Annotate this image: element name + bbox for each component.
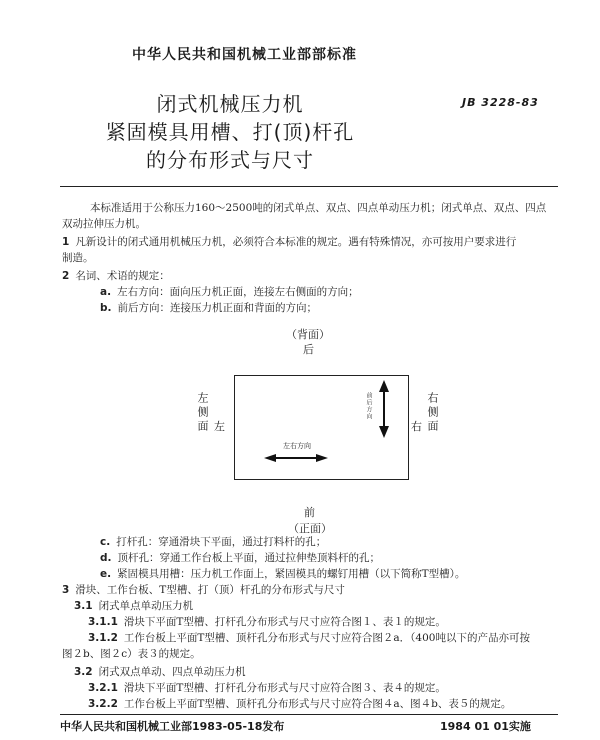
item-1-line-2: 制造。 [62,252,94,264]
item-2e [100,566,465,582]
item-3-1-2-line-2: 图２b、图２c）表３的规定。 [62,648,201,660]
intro-line-1: 本标准适用于公称压力160～2500吨的闭式单点、双点、四点单动压力机；闭式单点、双点、四点 [90,202,547,214]
item-2c-text: 打杆孔：穿通滑块下平面，通过打料杆的孔； [116,536,327,548]
item-3-2-number: 3.2 [74,666,93,678]
item-3-2 [74,664,246,680]
header-divider [60,186,558,187]
diagram-back-label: 后 [303,343,314,356]
item-3-1 [74,598,193,614]
item-3-1-1-text: 滑块下平面T型槽、打杆孔分布形式与尺寸应符合图１、表１的规定。 [123,616,446,628]
diagram-left-side-label: 左侧面 [196,392,209,434]
item-3-2-2 [88,696,511,712]
diagram-left-label: 左 [214,420,225,433]
standard-code: JB 3228-83 [462,96,539,109]
item-2 [62,268,170,284]
lr-arrow-head-right [316,454,328,462]
item-2b-text: 前后方向：连接压力机正面和背面的方向； [117,302,318,314]
diagram-right-side-label: 右侧面 [426,392,439,434]
item-2e-text: 紧固模具用槽：压力机工作面上，紧固模具的螺钉用槽（以下简称T型槽）。 [117,568,466,580]
intro-line-2: 双动拉伸压力机。 [62,218,146,230]
item-3-1-1 [88,614,446,630]
ministry-header: 中华人民共和国机械工业部部标准 [132,47,357,63]
fb-direction-label: 前后方向 [365,392,372,420]
item-2d-label: d. [100,552,112,564]
diagram-front-label: 前 [304,506,315,519]
effective-date: 1984 01 01实施 [440,720,531,733]
item-3-2-2-number: 3.2.2 [88,698,118,710]
diagram-front-paren: （正面） [288,522,332,535]
title-line-3: 的分布形式与尺寸 [146,148,314,172]
item-2a-label: a. [100,286,112,298]
item-3-text: 滑块、工作台板、T型槽、打（顶）杆孔的分布形式与尺寸 [75,584,345,596]
item-3 [62,582,345,598]
item-2e-label: e. [100,568,112,580]
item-1 [62,234,516,250]
issued-by-date: 中华人民共和国机械工业部1983-05-18发布 [60,720,285,733]
fb-arrow-head-down [379,426,389,438]
item-1-number: 1 [62,236,70,248]
item-2d-text: 顶杆孔：穿通工作台板上平面，通过拉伸垫顶料杆的孔； [117,552,381,564]
item-3-1-2-number: 3.1.2 [88,632,118,644]
item-3-1-2-line-1: 工作台板上平面T型槽、顶杆孔分布形式与尺寸应符合图２a．（400吨以下的产品亦可按 [123,632,530,644]
footer-divider [60,714,558,715]
title-line-2: 紧固模具用槽、打(顶)杆孔 [105,120,355,144]
lr-direction-label: 左右方向 [283,442,311,450]
item-2b [100,300,317,316]
item-2a-text: 左右方向：面向压力机正面，连接左右侧面的方向； [117,286,359,298]
item-2-number: 2 [62,270,70,282]
item-3-1-number: 3.1 [74,600,93,612]
item-3-2-1-number: 3.2.1 [88,682,118,694]
diagram-right-label: 右 [411,420,422,433]
item-3-2-1 [88,680,446,696]
item-3-1-1-number: 3.1.1 [88,616,118,628]
item-2c-label: c. [100,536,111,548]
lr-arrow-head-left [264,454,276,462]
item-2b-label: b. [100,302,112,314]
item-3-2-text: 闭式双点单动、四点单动压力机 [98,666,246,678]
item-2a [100,284,359,300]
item-2c [100,534,326,550]
fb-arrow-head-up [379,380,389,392]
item-3-2-1-text: 滑块下平面T型槽、打杆孔分布形式与尺寸应符合图３、表４的规定。 [123,682,446,694]
diagram-back-paren: （背面） [286,328,330,341]
item-3-2-2-text: 工作台板上平面T型槽、顶杆孔分布形式与尺寸应符合图４a、图４b、表５的规定。 [123,698,512,710]
direction-arrows [230,370,420,485]
item-1-line-1: 凡新设计的闭式通用机械压力机，必须符合本标准的规定。遇有特殊情况，亦可按用户要求进行 [75,236,517,248]
title-line-1: 闭式机械压力机 [156,92,304,116]
item-3-number: 3 [62,584,70,596]
item-2-text: 名词、术语的规定： [75,270,170,282]
item-3-1-2 [88,630,530,646]
item-2d [100,550,380,566]
item-3-1-text: 闭式单点单动压力机 [98,600,194,612]
